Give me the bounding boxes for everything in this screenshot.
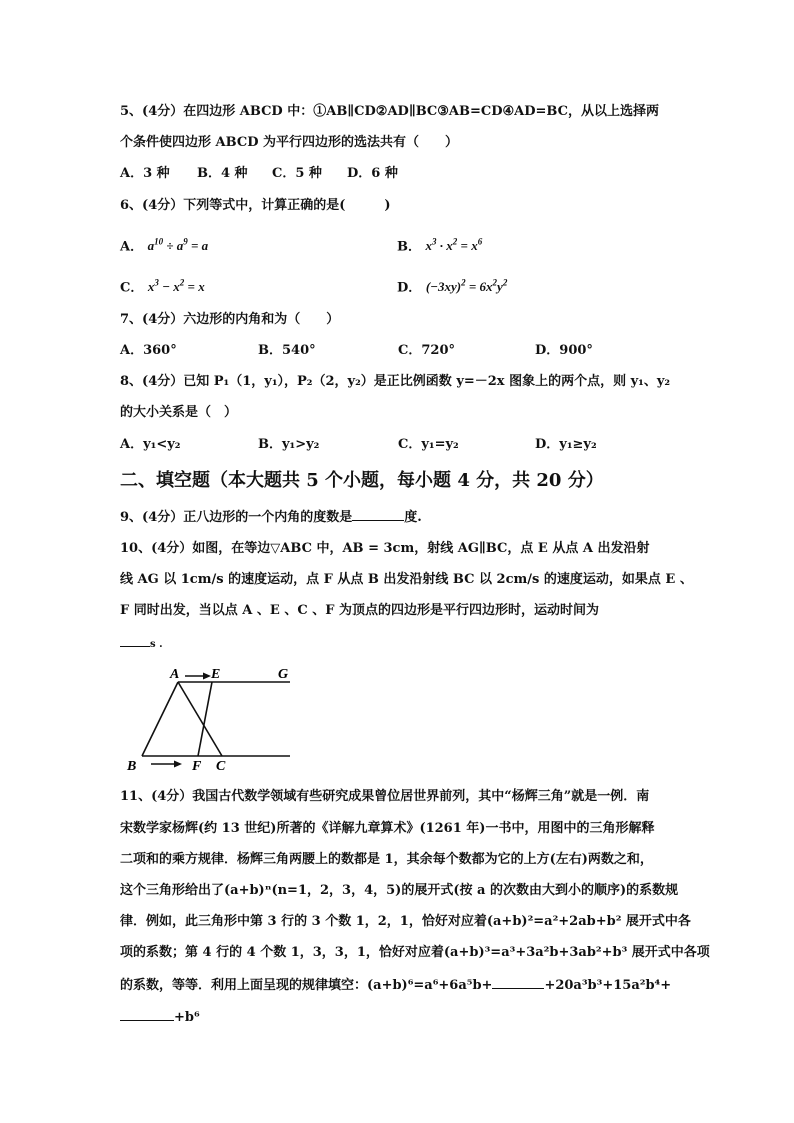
q6-formula-a: $a^{10} \div a^9 = a$ [147, 237, 209, 254]
q6-label-b: B． [397, 239, 421, 255]
q8-option-b: B．y₁>y₂ [258, 437, 320, 452]
q9-line [120, 508, 422, 527]
q11-line7 [120, 976, 671, 995]
label-f: F [192, 759, 202, 774]
q11-line2: 宋数学家杨辉(约 13 世纪)所著的《详解九章算术》(1261 年)一书中，用图中的三角形解释 [120, 821, 655, 836]
q11-line3: 二项和的乘方规律．杨辉三角两腰上的数都是 1，其余每个数都为它的上方(左右)两数之和， [120, 852, 653, 867]
arrow-bf [151, 761, 182, 768]
q6-formula-b: $x^3 \cdot x^2 = x^6$ [425, 237, 483, 254]
q11-line5: 律．例如，此三角形中第 3 行的 3 个数 1，2，1，恰好对应着(a+b)²=a²+2ab+b² 展开式中各 [120, 914, 691, 929]
q7-option-c: C．720° [398, 343, 455, 358]
q8-line2: 的大小关系是（ ） [120, 405, 238, 420]
q8-option-c: C．y₁=y₂ [398, 437, 459, 452]
q11-line4: 这个三角形给出了(a+b)ⁿ(n=1，2，3，4，5)的展开式(按 a 的次数由大到小的顺序)的系数规 [120, 883, 679, 898]
q6-option-c [120, 274, 205, 297]
q6-label-c: C． [120, 280, 144, 296]
label-g: G [278, 667, 289, 682]
q10-answer-blank[interactable] [120, 634, 150, 647]
label-a: A [170, 667, 180, 682]
q11-text-a: 的系数，等等．利用上面呈现的规律填空：(a+b)⁶=a⁶+6a⁵b+ [120, 978, 493, 993]
q5-option-d: D．6 种 [347, 166, 398, 181]
q10-line4 [120, 634, 163, 654]
q9-answer-blank[interactable] [352, 508, 404, 521]
q6-formula-c: $x^3 - x^2 = x$ [147, 278, 205, 295]
q11-answer-blank-1[interactable] [492, 976, 544, 989]
q11-line1: 11、(4分）我国古代数学领域有些研究成果曾位居世界前列，其中“杨辉三角”就是一例．南 [120, 789, 650, 804]
q8-line1: 8、(4分）已知 P₁（1，y₁），P₂（2，y₂）是正比例函数 y=－2x 图象上的两个点，则 y₁、y₂ [120, 374, 671, 389]
q7-option-a: A．360° [120, 343, 177, 358]
q10-unit: s . [150, 639, 163, 650]
q5-option-c: C．5 种 [272, 166, 322, 181]
q5-option-a: A．3 种 [120, 166, 170, 181]
q9-text-after: 度. [404, 510, 422, 525]
q6-option-d [397, 274, 507, 297]
q6-stem: 6、(4分）下列等式中，计算正确的是( ) [120, 198, 391, 213]
q9-text: 9、(4分）正八边形的一个内角的度数是 [120, 510, 353, 525]
q10-line3: F 同时出发，当以点 A 、E 、C 、F 为顶点的四边形是平行四边形时，运动时间为 [120, 603, 599, 618]
section-heading: 二、填空题（本大题共 5 个小题，每小题 4 分，共 20 分） [120, 470, 604, 491]
q11-line8 [120, 1008, 200, 1027]
q11-answer-blank-2[interactable] [120, 1008, 174, 1021]
label-c: C [216, 759, 226, 774]
q5-line2: 个条件使四边形 ABCD 为平行四边形的选法共有（ ） [120, 135, 458, 150]
q5-option-b: B．4 种 [197, 166, 248, 181]
q6-label-d: D． [397, 280, 422, 296]
geometry-figure [115, 660, 315, 775]
q11-text-b: +20a³b³+15a²b⁴+ [544, 978, 672, 993]
q7-stem: 7、(4分）六边形的内角和为（ ） [120, 312, 340, 327]
q11-line6: 项的系数；第 4 行的 4 个数 1，3，3，1，恰好对应着(a+b)³=a³+3a²b+3ab²+b³ 展开式中各项 [120, 945, 710, 960]
label-b: B [127, 759, 137, 774]
q10-line2: 线 AG 以 1cm/s 的速度运动，点 F 从点 B 出发沿射线 BC 以 2cm/s 的速度运动，如果点 E 、 [120, 572, 693, 587]
q6-formula-d: $(-3xy)^2 = 6x^2y^2$ [425, 278, 508, 295]
q5-line1: 5、(4分）在四边形 ABCD 中：①AB∥CD②AD∥BC③AB=CD④AD=BC，从以上选择两 [120, 104, 659, 119]
q6-label-a: A． [120, 239, 144, 255]
arrow-ae [185, 673, 211, 680]
q6-option-b [397, 233, 482, 256]
q8-option-d: D．y₁≥y₂ [535, 437, 597, 452]
q7-option-d: D．900° [535, 343, 593, 358]
segment-ab [142, 682, 178, 756]
q10-line1: 10、(4分）如图，在等边▽ABC 中，AB = 3cm，射线 AG∥BC，点 E 从点 A 出发沿射 [120, 541, 650, 556]
q11-text-c: +b⁶ [174, 1010, 200, 1025]
q7-option-b: B．540° [258, 343, 316, 358]
q8-option-a: A．y₁<y₂ [120, 437, 181, 452]
q6-option-a [120, 233, 208, 256]
label-e: E [211, 667, 221, 682]
